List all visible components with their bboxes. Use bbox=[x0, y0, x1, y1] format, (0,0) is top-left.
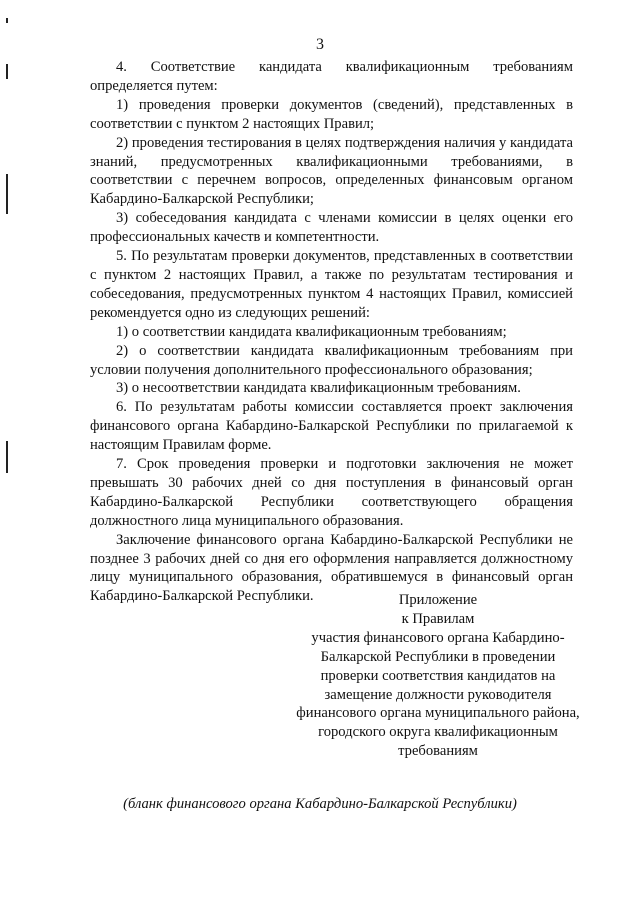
scan-mark-left-3 bbox=[6, 441, 8, 473]
appendix-title: Приложение bbox=[398, 592, 478, 608]
paragraph-5-1: 1) о соответствии кандидата квалификационным требованиям; bbox=[116, 323, 507, 340]
paragraph-7: 7. Срок проведения проверки и подготовки заключения не может превышать 30 рабочих дней со дня поступления в финансовый орган Кабардино-Балкарской Республики соответствующего обращения должностного лица муниципального образования. bbox=[90, 456, 573, 529]
scan-mark-top bbox=[6, 18, 8, 23]
paragraph-5-2: 2) о соответствии кандидата квалификационным требованиям при условии получения дополнительного профессионального образования; bbox=[90, 342, 573, 378]
paragraph-conclusion: Заключение финансового органа Кабардино-Балкарской Республики не позднее 3 рабочих дней со дня его оформления направляется должностному лицу муниципального образования, обратившемуся в финансовый орган Кабардино-Балкарской Республики. bbox=[90, 531, 573, 605]
paragraph-4-1: 1) проведения проверки документов (сведений), представленных в соответствии с пунктом 2 настоящих Правил; bbox=[90, 96, 573, 132]
page-number: 3 bbox=[316, 36, 324, 53]
scan-mark-left-2 bbox=[6, 174, 8, 214]
document-body bbox=[90, 58, 573, 606]
appendix-description: участия финансового органа Кабардино-Балкарской Республики в проведении проверки соответствия кандидатов на замещение должности руководителя финансового органа муниципального района, городского округа квалификационным требованиям bbox=[296, 629, 580, 760]
appendix-block bbox=[290, 591, 586, 761]
paragraph-4-3: 3) собеседования кандидата с членами комиссии в целях оценки его профессиональных качеств и компетентности. bbox=[90, 210, 573, 246]
paragraph-4-2: 2) проведения тестирования в целях подтверждения наличия у кандидата знаний, предусмотренных квалификационными требованиями, в соответствии с перечнем вопросов, определенных финансовым органом Кабардино-Балкарской Республики; bbox=[90, 134, 573, 208]
appendix-to-rules: к Правилам bbox=[401, 610, 475, 627]
paragraph-4: 4. Соответствие кандидата квалификационным требованиям определяется путем: bbox=[90, 59, 573, 94]
paragraph-6: 6. По результатам работы комиссии составляется проект заключения финансового органа Кабардино-Балкарской Республики по прилагаемой к настоящим Правилам форме. bbox=[90, 399, 573, 454]
paragraph-5-3: 3) о несоответствии кандидата квалификационным требованиям. bbox=[116, 380, 521, 397]
paragraph-5: 5. По результатам проверки документов, представленных в соответствии с пунктом 2 настоящих Правил, а также по результатам тестирования и собеседования, предусмотренных пунктом 4 настоящих Правил, комиссией рекомендуется одно из следующих решений: bbox=[90, 248, 573, 321]
blank-note: (бланк финансового органа Кабардино-Балкарской Республики) bbox=[123, 796, 517, 812]
scan-mark-left-1 bbox=[6, 64, 8, 79]
